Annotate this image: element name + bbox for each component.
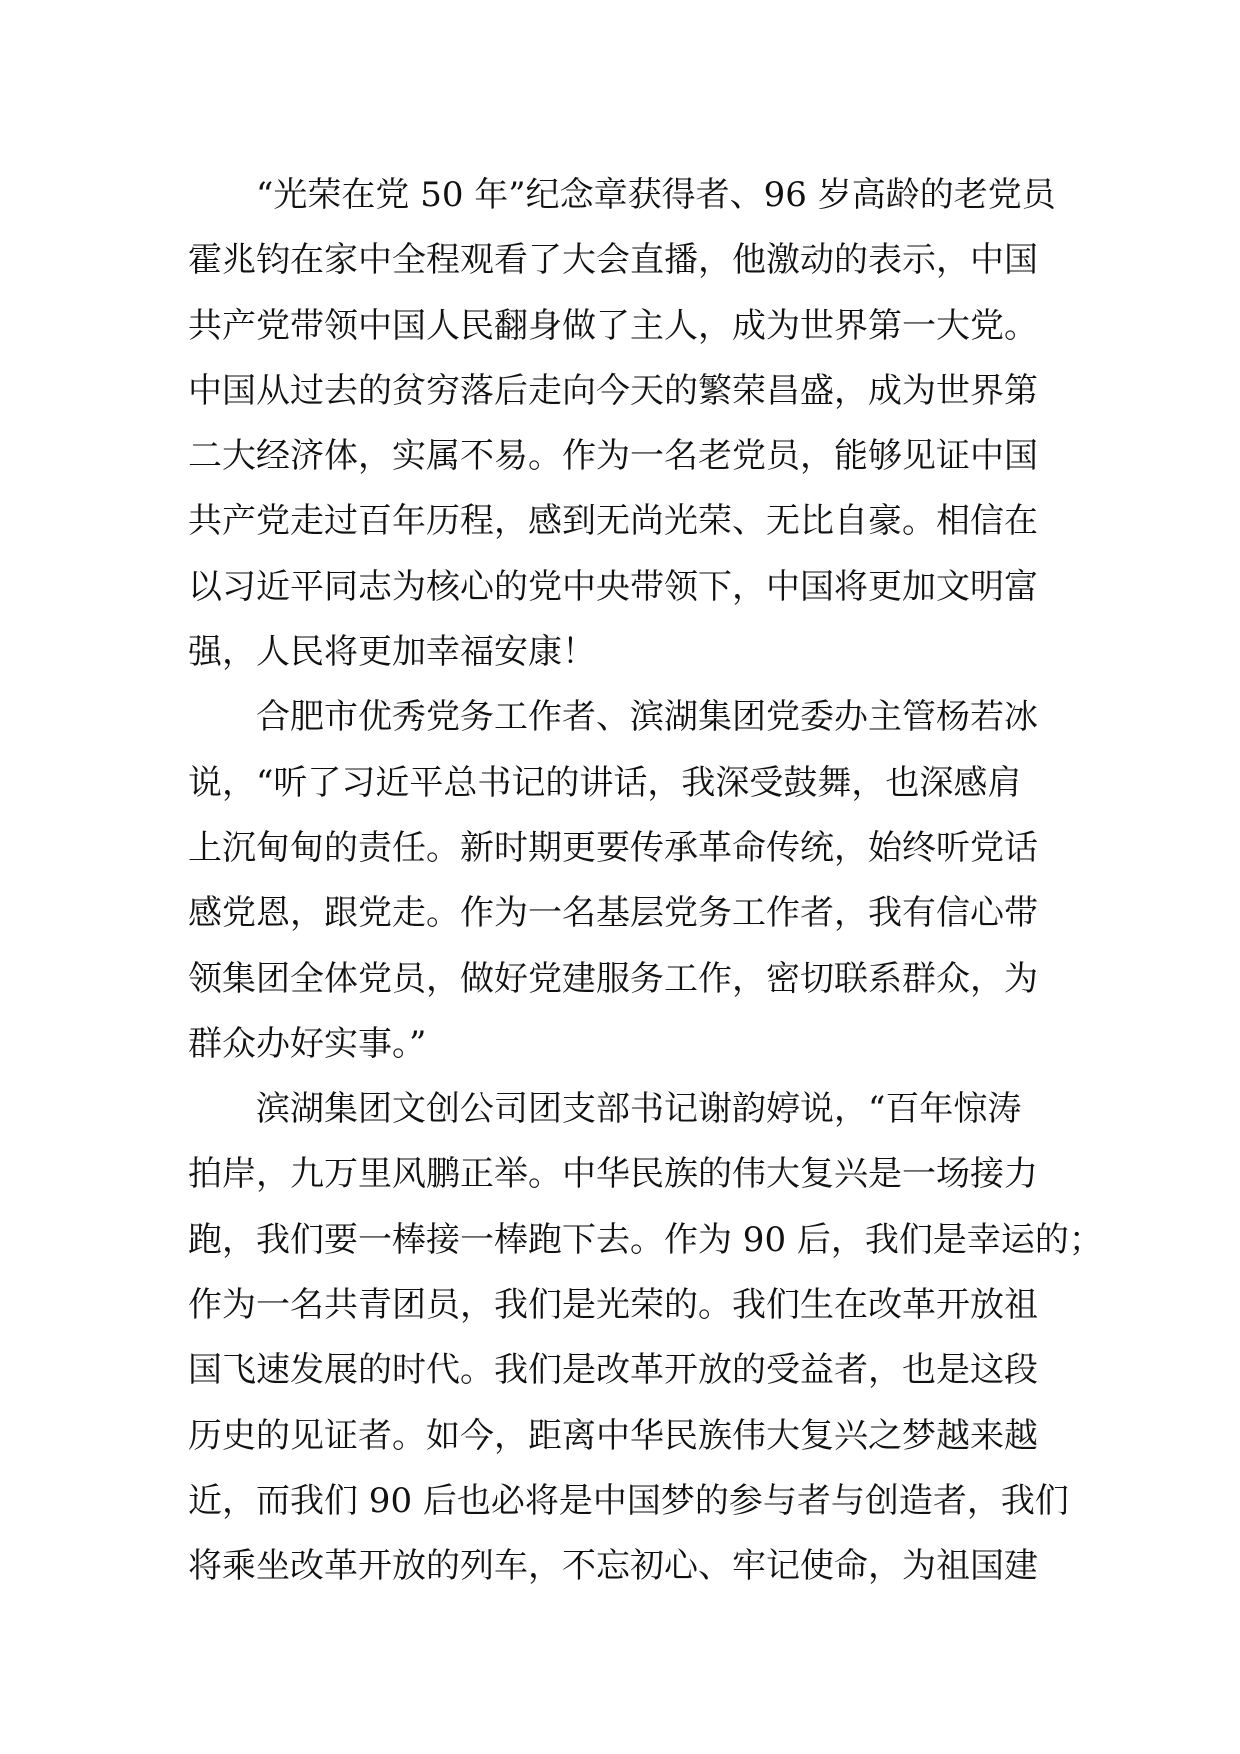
paragraph-line: “光荣在党 50 年”纪念章获得者、96 岁高龄的老党员 xyxy=(256,175,1056,215)
paragraph-line: 感党恩，跟党走。作为一名基层党务工作者，我有信心带 xyxy=(188,893,1038,934)
paragraph-2 xyxy=(188,685,1058,1077)
paragraph-line: 跑，我们要一棒接一棒跑下去。作为 90 后，我们是幸运的； xyxy=(188,1219,1103,1260)
paragraph-line: 强，人民将更加幸福安康！ xyxy=(188,632,596,673)
paragraph-line: 上沉甸甸的责任。新时期更要传承革命传统，始终听党话 xyxy=(188,827,1038,868)
paragraph-line: 共产党带领中国人民翻身做了主人，成为世界第一大党。 xyxy=(188,305,1038,346)
paragraph-line: 合肥市优秀党务工作者、滨湖集团党委办主管杨若冰 xyxy=(256,697,1038,738)
paragraph-line: 将乘坐改革开放的列车，不忘初心、牢记使命，为祖国建 xyxy=(188,1546,1038,1587)
paragraph-line: 领集团全体党员，做好党建服务工作，密切联系群众，为 xyxy=(188,958,1038,999)
paragraph-line: 历史的见证者。如今，距离中华民族伟大复兴之梦越来越 xyxy=(188,1415,1038,1456)
paragraph-line: 霍兆钧在家中全程观看了大会直播，他激动的表示，中国 xyxy=(188,240,1038,281)
paragraph-3 xyxy=(188,1077,1103,1599)
paragraph-line: 群众办好实事。” xyxy=(188,1023,427,1064)
paragraph-line: 拍岸，九万里风鹏正举。中华民族的伟大复兴是一场接力 xyxy=(188,1154,1038,1195)
paragraph-line: 二大经济体，实属不易。作为一名老党员，能够见证中国 xyxy=(188,436,1038,477)
paragraph-1 xyxy=(188,163,1058,685)
paragraph-line: 以习近平同志为核心的党中央带领下，中国将更加文明富 xyxy=(188,566,1038,607)
paragraph-line: 说，“听了习近平总书记的讲话，我深受鼓舞，也深感肩 xyxy=(188,762,1022,803)
paragraph-line: 作为一名共青团员，我们是光荣的。我们生在改革开放祖 xyxy=(188,1285,1038,1326)
paragraph-line: 国飞速发展的时代。我们是改革开放的受益者，也是这段 xyxy=(188,1350,1038,1391)
paragraph-line: 共产党走过百年历程，感到无尚光荣、无比自豪。相信在 xyxy=(188,501,1038,542)
document-body xyxy=(188,163,1103,1600)
paragraph-line: 近，而我们 90 后也必将是中国梦的参与者与创造者，我们 xyxy=(188,1480,1069,1521)
paragraph-line: 中国从过去的贫穷落后走向今天的繁荣昌盛，成为世界第 xyxy=(188,370,1038,411)
paragraph-line: 滨湖集团文创公司团支部书记谢韵婷说，“百年惊涛 xyxy=(256,1089,1022,1130)
